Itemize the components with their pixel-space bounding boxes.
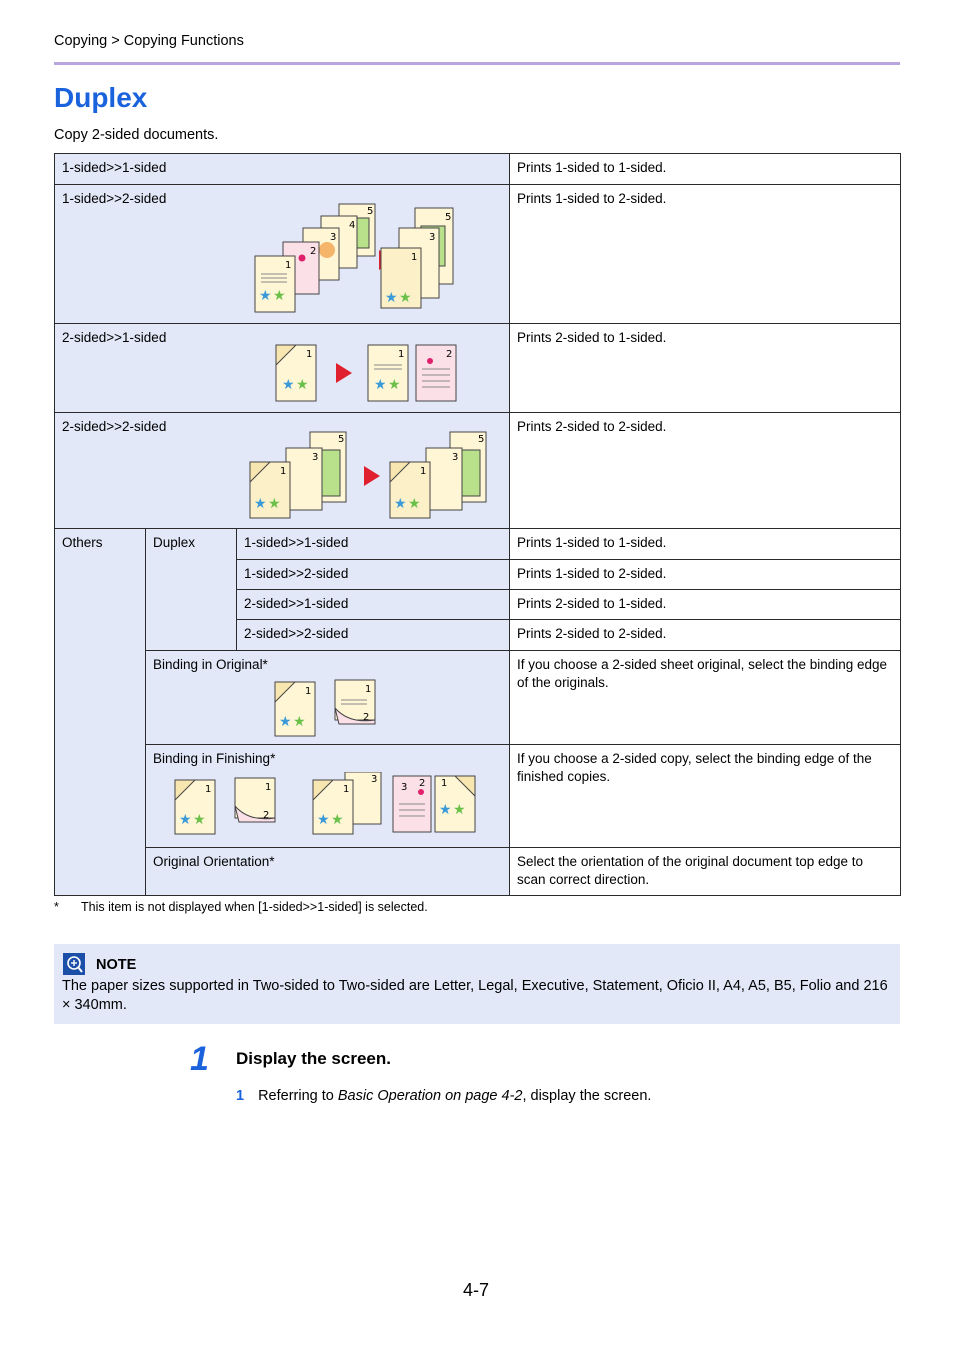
substep-number: 1 bbox=[236, 1088, 245, 1104]
note-box bbox=[54, 944, 900, 1024]
table-row bbox=[55, 848, 901, 896]
two-to-one-sided-illustration bbox=[272, 339, 462, 403]
row-label: 1-sided>>1-sided bbox=[237, 529, 510, 560]
table-row bbox=[55, 413, 901, 529]
row-description: Prints 2-sided to 1-sided. bbox=[510, 324, 901, 413]
svg-text:1: 1 bbox=[365, 684, 372, 695]
page-number: 4-7 bbox=[463, 1280, 490, 1300]
svg-text:2: 2 bbox=[310, 246, 317, 257]
svg-text:★: ★ bbox=[279, 713, 292, 729]
one-to-two-sided-illustration bbox=[247, 198, 487, 316]
svg-text:★: ★ bbox=[268, 495, 281, 511]
table-row bbox=[55, 529, 901, 560]
svg-text:★: ★ bbox=[282, 376, 295, 392]
row-description: If you choose a 2-sided copy, select the binding edge of the finished copies. bbox=[510, 745, 901, 848]
svg-text:★: ★ bbox=[179, 811, 192, 827]
svg-text:★: ★ bbox=[394, 495, 407, 511]
binding-finishing-illustration bbox=[169, 772, 489, 838]
svg-text:★: ★ bbox=[273, 287, 286, 303]
row-label: 2-sided>>1-sided bbox=[62, 330, 167, 345]
table-row bbox=[55, 745, 901, 848]
step-number: 1 bbox=[190, 1040, 209, 1078]
footnote-mark: * bbox=[54, 900, 59, 914]
note-title: NOTE bbox=[96, 957, 137, 973]
svg-text:1: 1 bbox=[205, 784, 212, 795]
svg-text:1: 1 bbox=[398, 349, 405, 360]
row-label: Binding in Original* bbox=[153, 657, 268, 672]
svg-text:★: ★ bbox=[408, 495, 421, 511]
page-title: Duplex bbox=[54, 82, 148, 113]
svg-text:★: ★ bbox=[317, 811, 330, 827]
svg-text:3: 3 bbox=[371, 774, 378, 785]
svg-text:2: 2 bbox=[263, 810, 270, 821]
svg-text:2: 2 bbox=[363, 712, 370, 723]
row-label: Original Orientation* bbox=[146, 848, 510, 896]
table-row bbox=[55, 185, 901, 324]
svg-text:★: ★ bbox=[293, 713, 306, 729]
svg-text:2: 2 bbox=[419, 778, 426, 789]
step-title: Display the screen. bbox=[236, 1049, 391, 1068]
svg-text:★: ★ bbox=[399, 289, 412, 305]
substep-suffix: , display the screen. bbox=[522, 1088, 652, 1104]
svg-text:★: ★ bbox=[331, 811, 344, 827]
svg-text:★: ★ bbox=[259, 287, 272, 303]
intro-text: Copy 2-sided documents. bbox=[54, 127, 219, 143]
duplex-table bbox=[54, 153, 901, 896]
svg-text:4: 4 bbox=[349, 220, 356, 231]
duplex-label: Duplex bbox=[146, 529, 237, 651]
row-description: Prints 2-sided to 1-sided. bbox=[510, 590, 901, 620]
basic-operation-link[interactable]: Basic Operation on page 4-2 bbox=[337, 1088, 523, 1104]
svg-text:5: 5 bbox=[478, 434, 485, 445]
row-description: Select the orientation of the original document top edge to scan correct direction. bbox=[510, 848, 901, 896]
note-text: The paper sizes supported in Two-sided to Two-sided are Letter, Legal, Executive, Statement, Oficio II, A4, A5, B5, Folio and 216 × 340mm. bbox=[62, 978, 888, 1013]
row-label: 1-sided>>1-sided bbox=[55, 154, 510, 185]
row-label: 2-sided>>2-sided bbox=[62, 419, 167, 434]
svg-text:3: 3 bbox=[401, 782, 408, 793]
row-description: Prints 1-sided to 2-sided. bbox=[510, 185, 901, 324]
svg-text:3: 3 bbox=[330, 232, 337, 243]
note-icon bbox=[63, 953, 85, 975]
svg-text:★: ★ bbox=[254, 495, 267, 511]
row-description: Prints 1-sided to 2-sided. bbox=[510, 560, 901, 590]
svg-text:1: 1 bbox=[265, 782, 272, 793]
header-rule bbox=[54, 62, 900, 65]
row-label: 2-sided>>2-sided bbox=[237, 620, 510, 651]
svg-text:1: 1 bbox=[420, 466, 427, 477]
svg-text:3: 3 bbox=[429, 232, 436, 243]
svg-text:★: ★ bbox=[388, 376, 401, 392]
svg-text:3: 3 bbox=[452, 452, 459, 463]
svg-text:★: ★ bbox=[453, 801, 466, 817]
footnote-text: This item is not displayed when [1-sided>>1-sided] is selected. bbox=[81, 900, 428, 914]
row-label: 1-sided>>2-sided bbox=[62, 191, 167, 206]
substep bbox=[236, 1088, 651, 1104]
row-description: Prints 2-sided to 2-sided. bbox=[510, 413, 901, 529]
svg-text:1: 1 bbox=[280, 466, 287, 477]
svg-text:★: ★ bbox=[439, 801, 452, 817]
arrow-icon bbox=[336, 363, 352, 383]
two-to-two-sided-illustration bbox=[244, 428, 494, 520]
svg-text:1: 1 bbox=[441, 778, 448, 789]
row-description: Prints 1-sided to 1-sided. bbox=[510, 154, 901, 185]
row-label: 2-sided>>1-sided bbox=[237, 590, 510, 620]
svg-text:5: 5 bbox=[445, 212, 452, 223]
svg-text:5: 5 bbox=[367, 206, 374, 217]
table-row bbox=[55, 324, 901, 413]
table-row bbox=[55, 154, 901, 185]
row-description: Prints 2-sided to 2-sided. bbox=[510, 620, 901, 651]
table-row bbox=[55, 651, 901, 745]
breadcrumb: Copying > Copying Functions bbox=[54, 33, 244, 49]
others-label: Others bbox=[55, 529, 146, 896]
svg-text:★: ★ bbox=[296, 376, 309, 392]
row-label: 1-sided>>2-sided bbox=[237, 560, 510, 590]
svg-text:1: 1 bbox=[305, 686, 312, 697]
svg-text:2: 2 bbox=[446, 349, 453, 360]
svg-text:1: 1 bbox=[411, 252, 418, 263]
row-description: Prints 1-sided to 1-sided. bbox=[510, 529, 901, 560]
svg-text:3: 3 bbox=[312, 452, 319, 463]
svg-text:1: 1 bbox=[285, 260, 292, 271]
svg-text:5: 5 bbox=[338, 434, 345, 445]
svg-text:★: ★ bbox=[385, 289, 398, 305]
binding-original-illustration bbox=[269, 678, 381, 738]
row-label: Binding in Finishing* bbox=[153, 751, 276, 766]
svg-text:★: ★ bbox=[193, 811, 206, 827]
substep-prefix: Referring to bbox=[258, 1088, 338, 1104]
svg-text:1: 1 bbox=[343, 784, 350, 795]
row-description: If you choose a 2-sided sheet original, select the binding edge of the originals. bbox=[510, 651, 901, 745]
footnote bbox=[54, 900, 428, 914]
arrow-icon bbox=[364, 466, 380, 486]
svg-text:★: ★ bbox=[374, 376, 387, 392]
svg-text:1: 1 bbox=[306, 349, 313, 360]
